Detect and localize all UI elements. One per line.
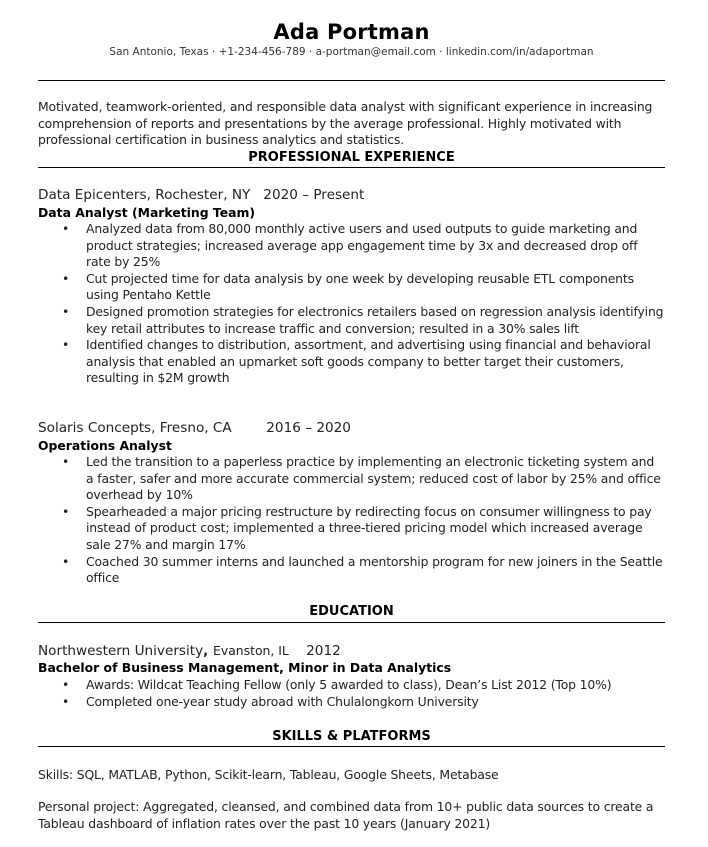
bullet-icon: • — [62, 454, 70, 469]
bullet-icon: • — [62, 270, 70, 286]
graduation-year: 2012 — [306, 643, 341, 659]
bullet-text: Spearheaded a major pricing restructure by redirecting focus on consumer willingness to pay instead of product cost; implemented a three-tiered pricing model which increased average sale 27% and margin 17% — [86, 503, 652, 552]
bullet-text: Awards: Wildcat Teaching Fellow (only 5 awarded to class), Dean’s List 2012 (Top 10%) — [86, 677, 612, 692]
candidate-name: Ada Portman — [273, 20, 430, 44]
school-header: Northwestern University, Evanston, IL 2012 — [38, 643, 341, 659]
skills-line: Skills: SQL, MATLAB, Python, Scikit-learn, Tableau, Google Sheets, Metabase — [38, 767, 499, 782]
school-name: Northwestern University — [38, 643, 204, 659]
job-company: Data Epicenters, Rochester, NY — [38, 187, 251, 203]
bullet-icon: • — [62, 553, 70, 569]
bullet-icon: • — [62, 337, 70, 353]
header-divider — [38, 80, 665, 81]
summary-paragraph: Motivated, teamwork-oriented, and responsible data analyst with significant experience in increasing comprehension of reports and presentations by the average professional. Highly motivated with professional certification in business analytics and statistics. — [38, 99, 653, 148]
bullet-text: Designed promotion strategies for electronics retailers based on regression analysis identifying key retail attributes to increase traffic and conversion; resulted in a 30% sales lift — [86, 303, 664, 336]
job-role: Operations Analyst — [38, 438, 172, 453]
list-item — [38, 694, 665, 711]
section-title-experience: PROFESSIONAL EXPERIENCE — [248, 150, 455, 165]
experience-divider — [38, 167, 665, 168]
bullet-text: Cut projected time for data analysis by one week by developing reusable ETL components using Pentaho Kettle — [86, 270, 634, 303]
list-item — [38, 677, 665, 694]
school-location: Evanston, IL — [213, 643, 289, 658]
list-item — [38, 504, 665, 554]
bullet-text: Led the transition to a paperless practice by implementing an electronic ticketing system and a faster, safer and more accurate commercial system; reduced cost of labor by 25% and office overhead by 10% — [86, 454, 661, 503]
list-item — [38, 454, 665, 504]
job-company: Solaris Concepts, Fresno, CA — [38, 420, 232, 436]
bullet-icon: • — [62, 221, 70, 236]
job-header — [38, 420, 351, 436]
bullet-icon: • — [62, 693, 70, 709]
list-item — [38, 271, 665, 304]
personal-project: Personal project: Aggregated, cleansed, and combined data from 10+ public data sources to create a Tableau dashboard of inflation rates over the past 10 years (January 2021) — [38, 799, 654, 831]
education-bullets — [38, 677, 665, 710]
skills-divider — [38, 746, 665, 747]
bullet-text: Completed one-year study abroad with Chulalongkorn University — [86, 693, 479, 709]
list-item — [38, 221, 665, 271]
job-bullets — [38, 221, 665, 387]
bullet-icon: • — [62, 677, 70, 692]
list-item — [38, 337, 665, 387]
job-role: Data Analyst (Marketing Team) — [38, 205, 256, 220]
education-divider — [38, 622, 665, 623]
degree: Bachelor of Business Management, Minor in Data Analytics — [38, 660, 452, 675]
section-title-education: EDUCATION — [309, 604, 394, 619]
section-title-skills: SKILLS & PLATFORMS — [272, 729, 431, 744]
list-item — [38, 554, 665, 587]
bullet-icon: • — [62, 503, 70, 519]
job-header — [38, 187, 364, 203]
job-bullets — [38, 454, 665, 587]
bullet-icon: • — [62, 303, 70, 319]
job-dates: 2020 – Present — [263, 187, 365, 203]
contact-line: San Antonio, Texas · +1-234-456-789 · a-portman@email.com · linkedin.com/in/adaportman — [109, 46, 594, 58]
list-item — [38, 304, 665, 337]
job-dates: 2016 – 2020 — [266, 420, 351, 436]
bullet-text: Coached 30 summer interns and launched a mentorship program for new joiners in the Seattle office — [86, 553, 663, 586]
bullet-text: Analyzed data from 80,000 monthly active users and used outputs to guide marketing and product strategies; increased average app engagement time by 3x and decreased drop off rate by 25% — [86, 221, 638, 270]
bullet-text: Identified changes to distribution, assortment, and advertising using financial and behavioral analysis that enabled an upmarket soft goods company to better target their customers, resulting in $2M growth — [86, 337, 651, 386]
